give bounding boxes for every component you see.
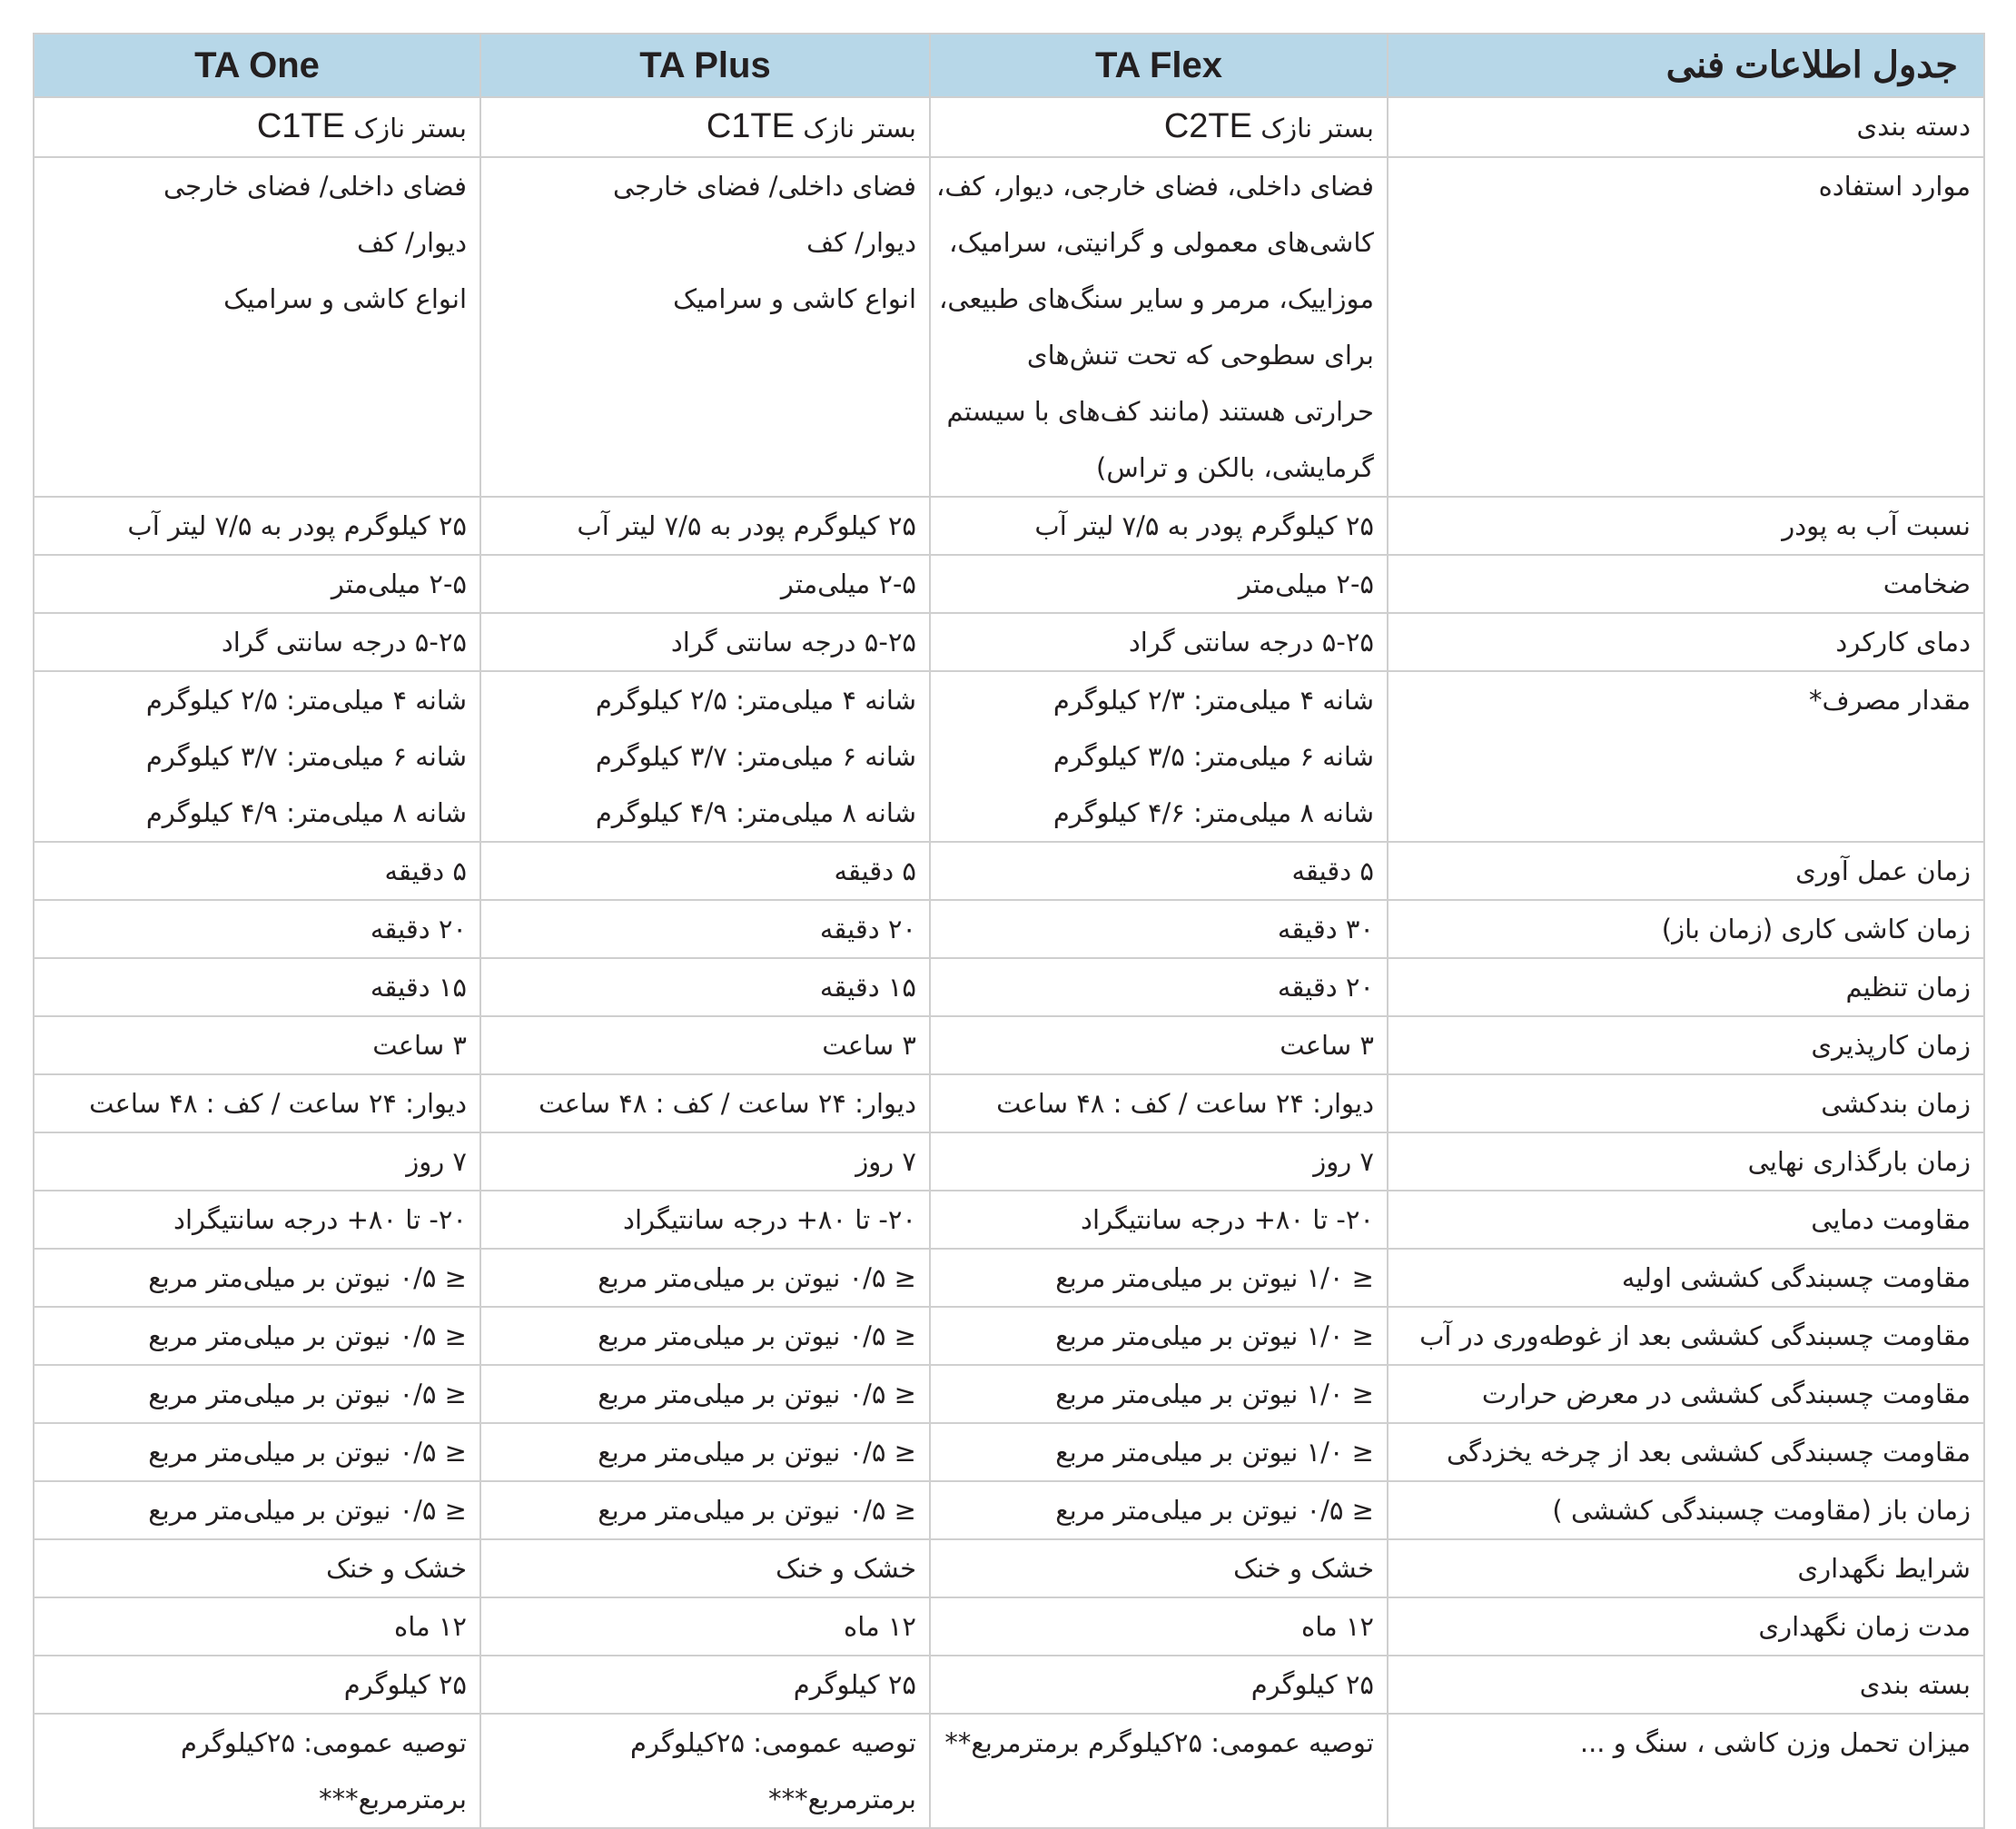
cell-ta-plus: ≤ ۰/۵ نیوتن بر میلی‌متر مربع [480, 1249, 930, 1307]
cell-line: شانه ۸ میلی‌متر: ۴/۹ کیلوگرم [595, 797, 916, 828]
cell-line: انواع کاشی و سرامیک [223, 283, 467, 314]
cell-ta-one: ≤ ۰/۵ نیوتن بر میلی‌متر مربع [34, 1365, 480, 1423]
cell-line: کاشی‌های معمولی و گرانیتی، سرامیک، [948, 227, 1374, 258]
cell-line: شانه ۴ میلی‌متر: ۲/۵ کیلوگرم [145, 685, 467, 716]
row-label: نسبت آب به پودر [1388, 497, 1984, 555]
cell-ta-plus: ۲۵ کیلوگرم پودر به ۷/۵ لیتر آب [480, 497, 930, 555]
cell-ta-plus: ≤ ۰/۵ نیوتن بر میلی‌متر مربع [480, 1481, 930, 1539]
cell-ta-one [34, 157, 480, 497]
cell-ta-one [34, 97, 480, 157]
cell-line: شانه ۸ میلی‌متر: ۴/۹ کیلوگرم [145, 797, 467, 828]
cell-ta-one: ۷ روز [34, 1132, 480, 1191]
row-label: زمان تنظیم [1388, 958, 1984, 1016]
cell-line: فضای داخلی/ فضای خارجی [163, 171, 467, 202]
cell-line: شانه ۶ میلی‌متر: ۳/۷ کیلوگرم [595, 741, 916, 772]
table-row [34, 157, 1984, 497]
cell-ta-one: ≤ ۰/۵ نیوتن بر میلی‌متر مربع [34, 1423, 480, 1481]
cell-line: فضای داخلی/ فضای خارجی [612, 171, 916, 202]
row-label: زمان بارگذاری نهایی [1388, 1132, 1984, 1191]
cell-ta-flex: ۲۰ دقیقه [930, 958, 1388, 1016]
cell-ta-plus: ≤ ۰/۵ نیوتن بر میلی‌متر مربع [480, 1307, 930, 1365]
table-row [34, 97, 1984, 157]
cell-line: شانه ۸ میلی‌متر: ۴/۶ کیلوگرم [1052, 797, 1374, 828]
cell-ta-flex: ۲۵ کیلوگرم پودر به ۷/۵ لیتر آب [930, 497, 1388, 555]
cell-ta-flex: ۵-۲۵ درجه سانتی گراد [930, 613, 1388, 671]
cell-ta-flex: ≤ ۱/۰ نیوتن بر میلی‌متر مربع [930, 1423, 1388, 1481]
cell-line: گرمایشی، بالکن و تراس) [1096, 452, 1374, 483]
cell-line: دیوار/ کف [357, 227, 467, 258]
cell-ta-one: ۱۲ ماه [34, 1597, 480, 1656]
cell-ta-one: ۲۵ کیلوگرم پودر به ۷/۵ لیتر آب [34, 497, 480, 555]
table-row [34, 1481, 1984, 1539]
technical-spec-table [33, 33, 1985, 1829]
cell-ta-plus: ۲۵ کیلوگرم [480, 1656, 930, 1714]
cell-ta-one: ≤ ۰/۵ نیوتن بر میلی‌متر مربع [34, 1307, 480, 1365]
grade-value [706, 107, 916, 145]
table-row [34, 1191, 1984, 1249]
cell-ta-plus: ≤ ۰/۵ نیوتن بر میلی‌متر مربع [480, 1423, 930, 1481]
cell-ta-one: ۳ ساعت [34, 1016, 480, 1074]
cell-line: شانه ۶ میلی‌متر: ۳/۷ کیلوگرم [145, 741, 467, 772]
row-label: زمان کارپذیری [1388, 1016, 1984, 1074]
cell-ta-flex: ۵ دقیقه [930, 842, 1388, 900]
cell-ta-plus: ۵ دقیقه [480, 842, 930, 900]
row-label: دمای کارکرد [1388, 613, 1984, 671]
cell-ta-one: ۲۵ کیلوگرم [34, 1656, 480, 1714]
cell-ta-flex [930, 97, 1388, 157]
header-ta-flex: TA Flex [930, 34, 1388, 97]
cell-ta-flex: ۲۵ کیلوگرم [930, 1656, 1388, 1714]
table-row [34, 842, 1984, 900]
cell-ta-plus: ۱۲ ماه [480, 1597, 930, 1656]
cell-ta-flex: ۷ روز [930, 1132, 1388, 1191]
cell-line: شانه ۴ میلی‌متر: ۲/۵ کیلوگرم [595, 685, 916, 716]
table-row [34, 1656, 1984, 1714]
cell-ta-plus [480, 671, 930, 842]
cell-ta-flex: خشک و خنک [930, 1539, 1388, 1597]
table-row [34, 1714, 1984, 1828]
cell-ta-flex [930, 157, 1388, 497]
cell-ta-one: ≤ ۰/۵ نیوتن بر میلی‌متر مربع [34, 1249, 480, 1307]
table-row [34, 1132, 1984, 1191]
cell-line: انواع کاشی و سرامیک [673, 283, 916, 314]
cell-ta-one: ۵-۲۵ درجه سانتی گراد [34, 613, 480, 671]
row-label: زمان کاشی کاری (زمان باز) [1388, 900, 1984, 958]
cell-line: دیوار/ کف [806, 227, 916, 258]
cell-line: موزاییک، مرمر و سایر سنگ‌های طبیعی، [938, 283, 1374, 314]
cell-ta-plus: ۷ روز [480, 1132, 930, 1191]
cell-ta-one: ۵ دقیقه [34, 842, 480, 900]
cell-ta-one: ۲۰ دقیقه [34, 900, 480, 958]
table-row [34, 1365, 1984, 1423]
spec-table-wrapper [33, 33, 1983, 1814]
cell-line: فضای داخلی، فضای خارجی، دیوار، کف، [935, 171, 1374, 202]
grade-text: بستر نازک [345, 113, 467, 143]
cell-ta-flex: ۲-۵ میلی‌متر [930, 555, 1388, 613]
grade-code: C1TE [706, 107, 795, 145]
cell-ta-flex: ۳ ساعت [930, 1016, 1388, 1074]
cell-line: برای سطوحی که تحت تنش‌های [1026, 340, 1374, 371]
table-row [34, 1539, 1984, 1597]
row-label: مقاومت چسبندگی کششی اولیه [1388, 1249, 1984, 1307]
row-label: مقدار مصرف* [1388, 671, 1984, 842]
cell-ta-one: ≤ ۰/۵ نیوتن بر میلی‌متر مربع [34, 1481, 480, 1539]
table-row [34, 1016, 1984, 1074]
cell-ta-flex: ≤ ۰/۵ نیوتن بر میلی‌متر مربع [930, 1481, 1388, 1539]
cell-ta-one: ۲-۵ میلی‌متر [34, 555, 480, 613]
cell-ta-one: توصیه عمومی: ۲۵کیلوگرم برمترمربع*** [34, 1714, 480, 1828]
table-row [34, 1597, 1984, 1656]
grade-code: C1TE [256, 107, 345, 145]
grade-code: C2TE [1163, 107, 1252, 145]
cell-ta-plus: ۳ ساعت [480, 1016, 930, 1074]
cell-ta-one: ۱۵ دقیقه [34, 958, 480, 1016]
header-ta-plus: TA Plus [480, 34, 930, 97]
cell-ta-flex [930, 671, 1388, 842]
header-ta-one: TA One [34, 34, 480, 97]
grade-value [1163, 107, 1374, 145]
row-label: ضخامت [1388, 555, 1984, 613]
cell-ta-plus [480, 157, 930, 497]
row-label: زمان بندکشی [1388, 1074, 1984, 1132]
table-row [34, 1074, 1984, 1132]
row-label: میزان تحمل وزن کاشی ، سنگ و ... [1388, 1714, 1984, 1828]
row-label: مدت زمان نگهداری [1388, 1597, 1984, 1656]
grade-text: بستر نازک [795, 113, 916, 143]
row-label: دسته بندی [1388, 97, 1984, 157]
row-label: بسته بندی [1388, 1656, 1984, 1714]
cell-ta-plus: ۱۵ دقیقه [480, 958, 930, 1016]
row-label: شرایط نگهداری [1388, 1539, 1984, 1597]
cell-ta-flex: ≤ ۱/۰ نیوتن بر میلی‌متر مربع [930, 1249, 1388, 1307]
cell-ta-plus: خشک و خنک [480, 1539, 930, 1597]
table-row [34, 497, 1984, 555]
cell-ta-plus: ۲۰- تا ۸۰+ درجه سانتیگراد [480, 1191, 930, 1249]
cell-ta-plus: ۲۰ دقیقه [480, 900, 930, 958]
grade-value [256, 107, 467, 145]
cell-ta-plus: ۲-۵ میلی‌متر [480, 555, 930, 613]
grade-text: بستر نازک [1252, 113, 1374, 143]
row-label: موارد استفاده [1388, 157, 1984, 497]
cell-ta-plus: دیوار: ۲۴ ساعت / کف : ۴۸ ساعت [480, 1074, 930, 1132]
table-row [34, 1307, 1984, 1365]
cell-ta-flex: ≤ ۱/۰ نیوتن بر میلی‌متر مربع [930, 1365, 1388, 1423]
cell-ta-flex: ۳۰ دقیقه [930, 900, 1388, 958]
table-row [34, 671, 1984, 842]
row-label: مقاومت دمایی [1388, 1191, 1984, 1249]
row-label: مقاومت چسبندگی کششی بعد از غوطه‌وری در آب [1388, 1307, 1984, 1365]
cell-line: شانه ۶ میلی‌متر: ۳/۵ کیلوگرم [1052, 741, 1374, 772]
header-row [34, 34, 1984, 97]
table-row [34, 613, 1984, 671]
row-label: مقاومت چسبندگی کششی در معرض حرارت [1388, 1365, 1984, 1423]
table-row [34, 555, 1984, 613]
cell-ta-flex: ≤ ۱/۰ نیوتن بر میلی‌متر مربع [930, 1307, 1388, 1365]
table-row [34, 1423, 1984, 1481]
table-row [34, 958, 1984, 1016]
table-title: جدول اطلاعات فنی [1388, 34, 1984, 97]
row-label: مقاومت چسبندگی کششی بعد از چرخه یخزدگی [1388, 1423, 1984, 1481]
cell-ta-one: دیوار: ۲۴ ساعت / کف : ۴۸ ساعت [34, 1074, 480, 1132]
row-label: زمان باز (مقاومت چسبندگی کششی ) [1388, 1481, 1984, 1539]
cell-ta-plus: ≤ ۰/۵ نیوتن بر میلی‌متر مربع [480, 1365, 930, 1423]
table-row [34, 900, 1984, 958]
table-row [34, 1249, 1984, 1307]
cell-ta-plus: توصیه عمومی: ۲۵کیلوگرم برمترمربع*** [480, 1714, 930, 1828]
cell-ta-flex: توصیه عمومی: ۲۵کیلوگرم برمترمربع** [930, 1714, 1388, 1828]
cell-ta-flex: ۲۰- تا ۸۰+ درجه سانتیگراد [930, 1191, 1388, 1249]
cell-ta-plus [480, 97, 930, 157]
cell-ta-one: خشک و خنک [34, 1539, 480, 1597]
table-body [34, 97, 1984, 1828]
cell-ta-one [34, 671, 480, 842]
row-label: زمان عمل آوری [1388, 842, 1984, 900]
cell-line: شانه ۴ میلی‌متر: ۲/۳ کیلوگرم [1052, 685, 1374, 716]
cell-line: حرارتی هستند (مانند کف‌های با سیستم [946, 396, 1374, 427]
cell-ta-one: ۲۰- تا ۸۰+ درجه سانتیگراد [34, 1191, 480, 1249]
cell-ta-flex: ۱۲ ماه [930, 1597, 1388, 1656]
cell-ta-flex: دیوار: ۲۴ ساعت / کف : ۴۸ ساعت [930, 1074, 1388, 1132]
cell-ta-plus: ۵-۲۵ درجه سانتی گراد [480, 613, 930, 671]
